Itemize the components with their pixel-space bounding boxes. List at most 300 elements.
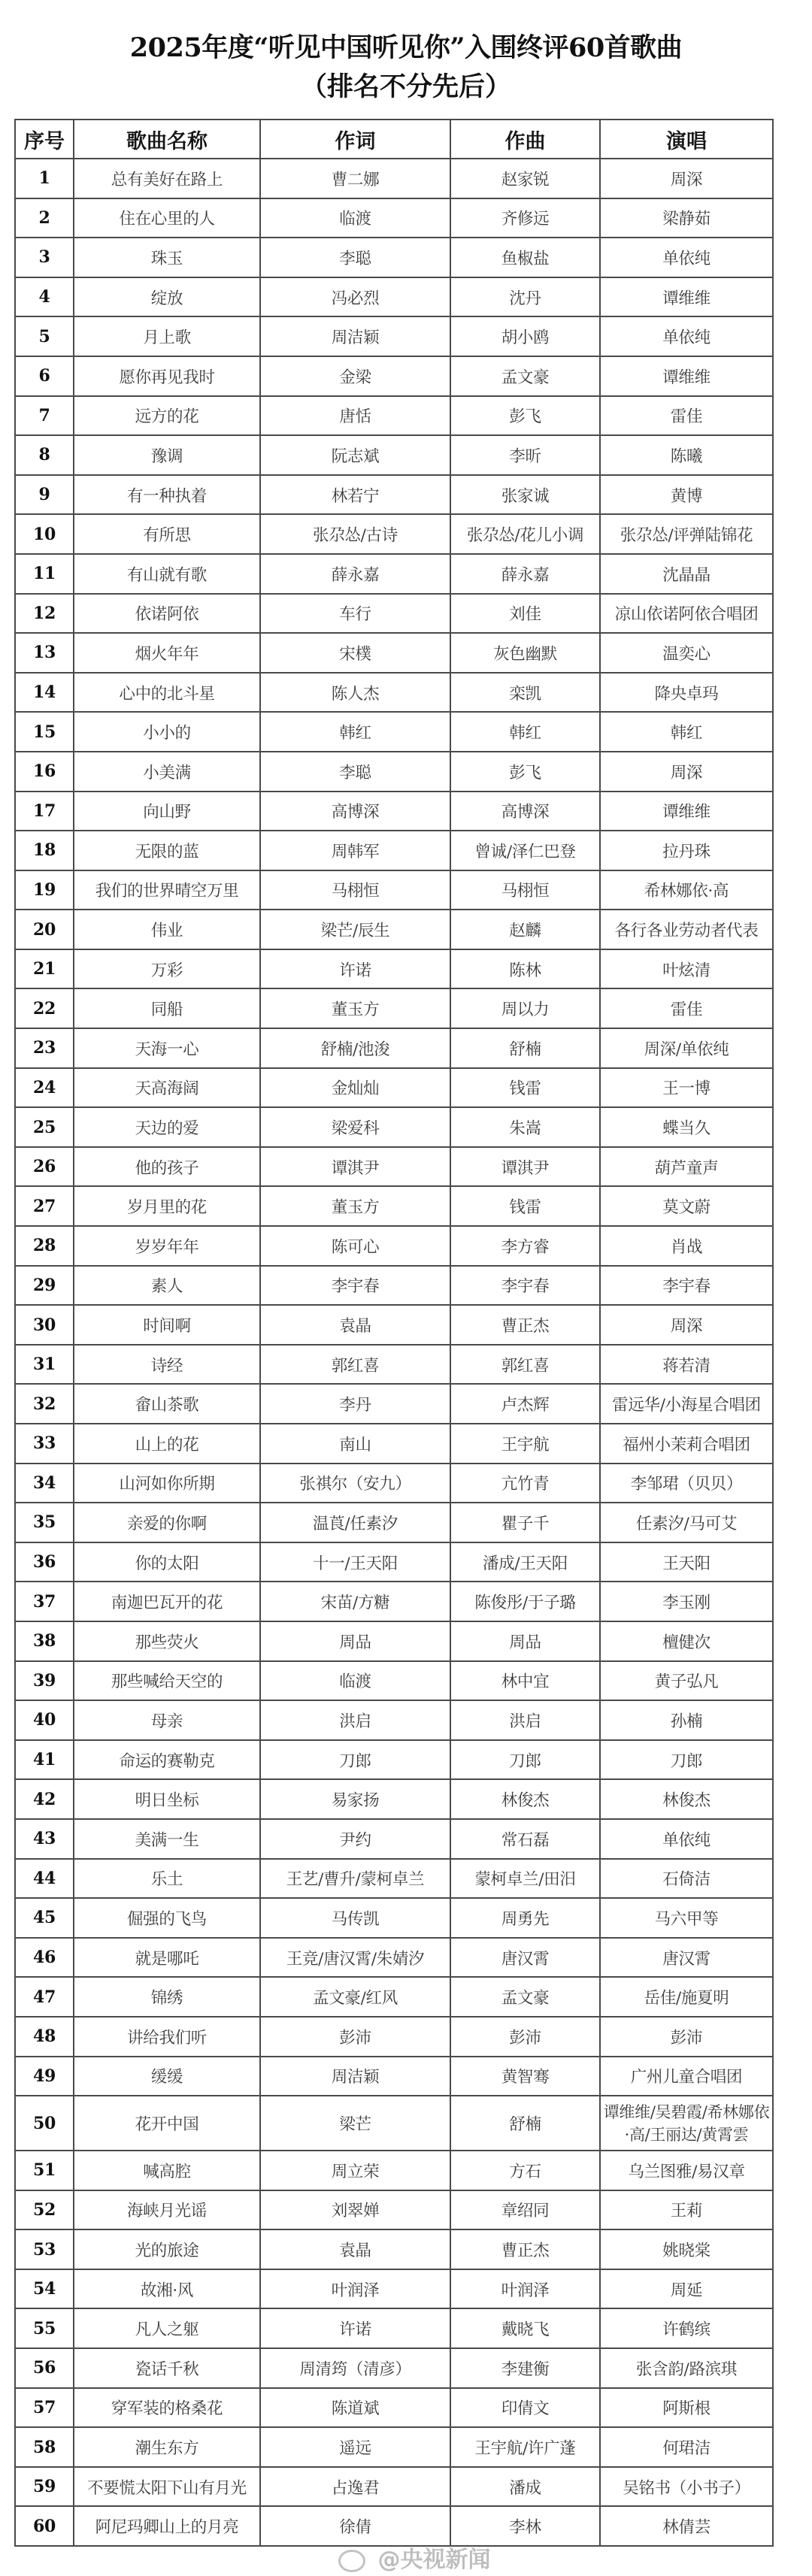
cell-song-title: 故湘·风 xyxy=(74,2269,260,2309)
cell-performer: 谭维维 xyxy=(600,277,773,317)
cell-lyricist: 车行 xyxy=(260,594,450,634)
cell-performer: 降央卓玛 xyxy=(600,673,773,713)
cell-composer: 赵麟 xyxy=(450,910,600,949)
cell-number: 46 xyxy=(15,1938,74,1978)
cell-performer: 广州儿童合唱团 xyxy=(600,2057,773,2096)
cell-song-title: 命运的赛勒克 xyxy=(74,1740,260,1780)
table-row xyxy=(15,1621,773,1661)
cell-song-title: 不要慌太阳下山有月光 xyxy=(74,2467,260,2507)
cell-composer: 瞿子千 xyxy=(450,1503,600,1542)
cell-lyricist: 金灿灿 xyxy=(260,1068,450,1108)
cell-performer: 何珺洁 xyxy=(600,2427,773,2467)
cell-number: 48 xyxy=(15,2017,74,2057)
cell-lyricist: 曹二娜 xyxy=(260,159,450,198)
table-row xyxy=(15,1977,773,2017)
cell-performer: 温奕心 xyxy=(600,633,773,673)
cell-number: 40 xyxy=(15,1700,74,1740)
cell-lyricist: 周立荣 xyxy=(260,2151,450,2190)
column-header-number: 序号 xyxy=(15,120,74,159)
cell-number: 53 xyxy=(15,2229,74,2269)
cell-composer: 潘成/王天阳 xyxy=(450,1542,600,1582)
cell-performer: 蒋若清 xyxy=(600,1345,773,1385)
cell-number: 49 xyxy=(15,2057,74,2096)
cell-song-title: 锦绣 xyxy=(74,1977,260,2017)
cell-lyricist: 董玉方 xyxy=(260,1186,450,1226)
cell-song-title: 豫调 xyxy=(74,435,260,475)
cell-performer: 张含韵/路滨琪 xyxy=(600,2348,773,2388)
cell-performer: 唐汉霄 xyxy=(600,1938,773,1978)
cell-lyricist: 周洁颖 xyxy=(260,316,450,356)
table-row xyxy=(15,1305,773,1345)
cell-performer: 雷远华/小海星合唱团 xyxy=(600,1384,773,1424)
cell-song-title: 潮生东方 xyxy=(74,2427,260,2467)
cell-composer: 叶润泽 xyxy=(450,2269,600,2309)
cell-composer: 薛永嘉 xyxy=(450,554,600,594)
cell-number: 28 xyxy=(15,1226,74,1266)
cell-number: 50 xyxy=(15,2096,74,2151)
cell-song-title: 万彩 xyxy=(74,949,260,989)
cell-lyricist: 郭红喜 xyxy=(260,1345,450,1385)
cell-lyricist: 温莨/任素汐 xyxy=(260,1503,450,1542)
cell-performer: 周深/单依纯 xyxy=(600,1028,773,1068)
cell-number: 12 xyxy=(15,594,74,634)
cell-number: 31 xyxy=(15,1345,74,1385)
cell-performer: 黄子弘凡 xyxy=(600,1661,773,1701)
cell-song-title: 乐土 xyxy=(74,1859,260,1899)
table-row xyxy=(15,2229,773,2269)
cell-performer: 刀郎 xyxy=(600,1740,773,1780)
cell-performer: 希林娜依·高 xyxy=(600,870,773,910)
table-row xyxy=(15,1740,773,1780)
cell-composer: 章绍同 xyxy=(450,2190,600,2230)
cell-song-title: 穿军装的格桑花 xyxy=(74,2388,260,2428)
cell-performer: 单依纯 xyxy=(600,316,773,356)
cell-composer: 卢杰辉 xyxy=(450,1384,600,1424)
cell-composer: 彭飞 xyxy=(450,752,600,792)
cell-number: 26 xyxy=(15,1147,74,1187)
cell-number: 55 xyxy=(15,2308,74,2348)
cell-performer: 马六甲等 xyxy=(600,1898,773,1938)
cell-song-title: 海峡月光谣 xyxy=(74,2190,260,2230)
cell-lyricist: 许诺 xyxy=(260,2308,450,2348)
cell-performer: 彭沛 xyxy=(600,2017,773,2057)
cell-lyricist: 李聪 xyxy=(260,752,450,792)
cell-performer: 各行各业劳动者代表 xyxy=(600,910,773,949)
table-row xyxy=(15,594,773,634)
cell-composer: 钱雷 xyxy=(450,1186,600,1226)
table-row xyxy=(15,752,773,792)
cell-performer: 任素汐/马可艾 xyxy=(600,1503,773,1542)
cell-composer: 林俊杰 xyxy=(450,1779,600,1819)
table-row xyxy=(15,1384,773,1424)
cell-song-title: 远方的花 xyxy=(74,396,260,436)
table-row xyxy=(15,1859,773,1899)
cell-composer: 彭沛 xyxy=(450,2017,600,2057)
cell-song-title: 总有美好在路上 xyxy=(74,159,260,198)
table-row xyxy=(15,2151,773,2190)
cell-composer: 灰色幽默 xyxy=(450,633,600,673)
cell-song-title: 美满一生 xyxy=(74,1819,260,1859)
cell-lyricist: 林若宁 xyxy=(260,475,450,515)
page-title: 2025年度“听见中国听见你”入围终评60首歌曲 xyxy=(129,32,683,63)
table-row xyxy=(15,1226,773,1266)
cell-song-title: 明日坐标 xyxy=(74,1779,260,1819)
cell-number: 38 xyxy=(15,1621,74,1661)
cell-performer: 李邹珺（贝贝） xyxy=(600,1464,773,1503)
cell-composer: 常石磊 xyxy=(450,1819,600,1859)
cell-performer: 岳佳/施夏明 xyxy=(600,1977,773,2017)
cell-lyricist: 占逸君 xyxy=(260,2467,450,2507)
cell-composer: 胡小鸥 xyxy=(450,316,600,356)
cell-number: 10 xyxy=(15,514,74,554)
table-row xyxy=(15,792,773,831)
cell-composer: 王宇航 xyxy=(450,1424,600,1464)
cell-number: 23 xyxy=(15,1028,74,1068)
table-row xyxy=(15,1068,773,1108)
cell-performer: 莫文蔚 xyxy=(600,1186,773,1226)
cell-lyricist: 谭淇尹 xyxy=(260,1147,450,1187)
cell-composer: 赵家锐 xyxy=(450,159,600,198)
cell-number: 14 xyxy=(15,673,74,713)
cell-number: 35 xyxy=(15,1503,74,1542)
cell-lyricist: 周清筠（清彦） xyxy=(260,2348,450,2388)
cell-performer: 葫芦童声 xyxy=(600,1147,773,1187)
cell-performer: 梁静茹 xyxy=(600,198,773,238)
table-row xyxy=(15,2017,773,2057)
cell-song-title: 我们的世界晴空万里 xyxy=(74,870,260,910)
cell-composer: 周勇先 xyxy=(450,1898,600,1938)
cell-performer: 林俊杰 xyxy=(600,1779,773,1819)
cell-song-title: 小小的 xyxy=(74,712,260,752)
cell-lyricist: 陈人杰 xyxy=(260,673,450,713)
cell-number: 29 xyxy=(15,1266,74,1306)
cell-number: 32 xyxy=(15,1384,74,1424)
cell-composer: 马栩恒 xyxy=(450,870,600,910)
cell-performer: 张尕怂/评弹陆锦花 xyxy=(600,514,773,554)
cell-song-title: 依诺阿依 xyxy=(74,594,260,634)
cell-composer: 郭红喜 xyxy=(450,1345,600,1385)
cell-composer: 张家诚 xyxy=(450,475,600,515)
cell-lyricist: 陈道斌 xyxy=(260,2388,450,2428)
table-row xyxy=(15,1464,773,1503)
table-row xyxy=(15,316,773,356)
cell-performer: 单依纯 xyxy=(600,238,773,277)
cell-song-title: 喊高腔 xyxy=(74,2151,260,2190)
cell-number: 1 xyxy=(15,159,74,198)
cell-number: 27 xyxy=(15,1186,74,1226)
cell-number: 36 xyxy=(15,1542,74,1582)
cell-number: 3 xyxy=(15,238,74,277)
cell-number: 8 xyxy=(15,435,74,475)
weibo-icon xyxy=(338,2550,365,2572)
cell-lyricist: 李丹 xyxy=(260,1384,450,1424)
cell-song-title: 天海一心 xyxy=(74,1028,260,1068)
cell-lyricist: 十一/王天阳 xyxy=(260,1542,450,1582)
cell-song-title: 向山野 xyxy=(74,792,260,831)
cell-composer: 洪启 xyxy=(450,1700,600,1740)
cell-composer: 鱼椒盐 xyxy=(450,238,600,277)
cell-performer: 周延 xyxy=(600,2269,773,2309)
cell-composer: 周以力 xyxy=(450,988,600,1028)
cell-song-title: 你的太阳 xyxy=(74,1542,260,1582)
cell-lyricist: 韩红 xyxy=(260,712,450,752)
cell-number: 44 xyxy=(15,1859,74,1899)
table-row xyxy=(15,831,773,870)
table-row xyxy=(15,277,773,317)
table-row xyxy=(15,1661,773,1701)
cell-song-title: 阿尼玛卿山上的月亮 xyxy=(74,2506,260,2546)
cell-number: 2 xyxy=(15,198,74,238)
cell-number: 41 xyxy=(15,1740,74,1780)
table-row xyxy=(15,2348,773,2388)
cell-composer: 彭飞 xyxy=(450,396,600,436)
table-row xyxy=(15,2388,773,2428)
table-row xyxy=(15,238,773,277)
table-row xyxy=(15,1503,773,1542)
cell-number: 24 xyxy=(15,1068,74,1108)
table-row xyxy=(15,2057,773,2096)
table-row xyxy=(15,396,773,436)
cell-song-title: 畲山茶歌 xyxy=(74,1384,260,1424)
table-row xyxy=(15,1266,773,1306)
cell-lyricist: 唐恬 xyxy=(260,396,450,436)
cell-composer: 潘成 xyxy=(450,2467,600,2507)
song-table-body xyxy=(15,159,773,2546)
cell-lyricist: 周洁颖 xyxy=(260,2057,450,2096)
cell-lyricist: 叶润泽 xyxy=(260,2269,450,2309)
column-header-lyricist: 作词 xyxy=(260,120,450,159)
table-row xyxy=(15,1107,773,1147)
table-row xyxy=(15,673,773,713)
cell-number: 51 xyxy=(15,2151,74,2190)
cell-composer: 舒楠 xyxy=(450,2096,600,2151)
cell-number: 18 xyxy=(15,831,74,870)
cell-lyricist: 刘翠婵 xyxy=(260,2190,450,2230)
cell-lyricist: 南山 xyxy=(260,1424,450,1464)
cell-lyricist: 马传凯 xyxy=(260,1898,450,1938)
cell-number: 21 xyxy=(15,949,74,989)
cell-song-title: 就是哪吒 xyxy=(74,1938,260,1978)
cell-lyricist: 遥远 xyxy=(260,2427,450,2467)
cell-song-title: 绽放 xyxy=(74,277,260,317)
cell-lyricist: 高博深 xyxy=(260,792,450,831)
cell-number: 34 xyxy=(15,1464,74,1503)
cell-lyricist: 李聪 xyxy=(260,238,450,277)
table-row xyxy=(15,988,773,1028)
cell-performer: 雷佳 xyxy=(600,396,773,436)
table-row xyxy=(15,2427,773,2467)
cell-lyricist: 袁晶 xyxy=(260,1305,450,1345)
cell-number: 20 xyxy=(15,910,74,949)
cell-performer: 雷佳 xyxy=(600,988,773,1028)
cell-composer: 沈丹 xyxy=(450,277,600,317)
cell-composer: 齐修远 xyxy=(450,198,600,238)
cell-song-title: 他的孩子 xyxy=(74,1147,260,1187)
cell-composer: 李方睿 xyxy=(450,1226,600,1266)
cell-number: 11 xyxy=(15,554,74,594)
cell-song-title: 同船 xyxy=(74,988,260,1028)
cell-performer: 周深 xyxy=(600,752,773,792)
cell-composer: 亢竹青 xyxy=(450,1464,600,1503)
cell-song-title: 有一种执着 xyxy=(74,475,260,515)
cell-performer: 谭维维/吴碧霞/希林娜依·高/王丽达/黄霄雲 xyxy=(600,2096,773,2151)
table-header-row xyxy=(15,120,773,159)
cell-composer: 孟文豪 xyxy=(450,356,600,396)
cell-number: 19 xyxy=(15,870,74,910)
cell-number: 42 xyxy=(15,1779,74,1819)
cell-performer: 姚晓棠 xyxy=(600,2229,773,2269)
cell-lyricist: 张祺尔（安九） xyxy=(260,1464,450,1503)
cell-lyricist: 易家扬 xyxy=(260,1779,450,1819)
cell-song-title: 有山就有歌 xyxy=(74,554,260,594)
cell-number: 58 xyxy=(15,2427,74,2467)
table-row xyxy=(15,1147,773,1187)
cell-lyricist: 孟文豪/红风 xyxy=(260,1977,450,2017)
cell-composer: 李建衡 xyxy=(450,2348,600,2388)
table-row xyxy=(15,2190,773,2230)
cell-composer: 高博深 xyxy=(450,792,600,831)
cell-number: 59 xyxy=(15,2467,74,2507)
cell-number: 54 xyxy=(15,2269,74,2309)
cell-song-title: 月上歌 xyxy=(74,316,260,356)
cell-lyricist: 梁芒 xyxy=(260,2096,450,2151)
cell-composer: 蒙柯卓兰/田汨 xyxy=(450,1859,600,1899)
cell-song-title: 那些荧火 xyxy=(74,1621,260,1661)
watermark xyxy=(338,2541,490,2574)
cell-composer: 陈林 xyxy=(450,949,600,989)
cell-lyricist: 临渡 xyxy=(260,1661,450,1701)
table-row xyxy=(15,1345,773,1385)
cell-lyricist: 董玉方 xyxy=(260,988,450,1028)
cell-performer: 乌兰图雅/易汉章 xyxy=(600,2151,773,2190)
cell-composer: 谭淇尹 xyxy=(450,1147,600,1187)
column-header-composer: 作曲 xyxy=(450,120,600,159)
table-row xyxy=(15,356,773,396)
cell-performer: 韩红 xyxy=(600,712,773,752)
table-row xyxy=(15,1424,773,1464)
cell-song-title: 岁岁年年 xyxy=(74,1226,260,1266)
cell-performer: 周深 xyxy=(600,159,773,198)
cell-number: 39 xyxy=(15,1661,74,1701)
cell-performer: 阿斯根 xyxy=(600,2388,773,2428)
cell-song-title: 心中的北斗星 xyxy=(74,673,260,713)
cell-composer: 周品 xyxy=(450,1621,600,1661)
cell-number: 16 xyxy=(15,752,74,792)
cell-number: 37 xyxy=(15,1582,74,1621)
cell-lyricist: 王艺/曹升/蒙柯卓兰 xyxy=(260,1859,450,1899)
cell-song-title: 愿你再见我时 xyxy=(74,356,260,396)
table-row xyxy=(15,870,773,910)
cell-song-title: 母亲 xyxy=(74,1700,260,1740)
cell-lyricist: 袁晶 xyxy=(260,2229,450,2269)
cell-song-title: 花开中国 xyxy=(74,2096,260,2151)
cell-composer: 唐汉霄 xyxy=(450,1938,600,1978)
table-row xyxy=(15,2308,773,2348)
cell-performer: 凉山依诺阿依合唱团 xyxy=(600,594,773,634)
cell-composer: 李宇春 xyxy=(450,1266,600,1306)
cell-song-title: 住在心里的人 xyxy=(74,198,260,238)
table-row xyxy=(15,712,773,752)
cell-number: 47 xyxy=(15,1977,74,2017)
table-row xyxy=(15,2096,773,2151)
cell-number: 25 xyxy=(15,1107,74,1147)
table-row xyxy=(15,1582,773,1621)
cell-number: 9 xyxy=(15,475,74,515)
cell-performer: 李玉刚 xyxy=(600,1582,773,1621)
cell-number: 45 xyxy=(15,1898,74,1938)
table-row xyxy=(15,514,773,554)
cell-lyricist: 许诺 xyxy=(260,949,450,989)
table-row xyxy=(15,910,773,949)
cell-lyricist: 洪启 xyxy=(260,1700,450,1740)
cell-lyricist: 临渡 xyxy=(260,198,450,238)
cell-lyricist: 冯必烈 xyxy=(260,277,450,317)
cell-number: 4 xyxy=(15,277,74,317)
cell-lyricist: 宋樸 xyxy=(260,633,450,673)
cell-song-title: 南迦巴瓦开的花 xyxy=(74,1582,260,1621)
cell-performer: 陈曦 xyxy=(600,435,773,475)
cell-composer: 朱嵩 xyxy=(450,1107,600,1147)
cell-number: 33 xyxy=(15,1424,74,1464)
cell-performer: 林倩芸 xyxy=(600,2506,773,2546)
table-row xyxy=(15,435,773,475)
cell-song-title: 素人 xyxy=(74,1266,260,1306)
table-row xyxy=(15,949,773,989)
cell-song-title: 山河如你所期 xyxy=(74,1464,260,1503)
cell-number: 22 xyxy=(15,988,74,1028)
cell-lyricist: 梁爱科 xyxy=(260,1107,450,1147)
cell-performer: 谭维维 xyxy=(600,356,773,396)
cell-number: 15 xyxy=(15,712,74,752)
column-header-performer: 演唱 xyxy=(600,120,773,159)
cell-song-title: 那些喊给天空的 xyxy=(74,1661,260,1701)
cell-performer: 沈晶晶 xyxy=(600,554,773,594)
table-row xyxy=(15,554,773,594)
cell-composer: 曾诚/泽仁巴登 xyxy=(450,831,600,870)
cell-lyricist: 张尕怂/古诗 xyxy=(260,514,450,554)
cell-performer: 谭维维 xyxy=(600,792,773,831)
column-header-song-title: 歌曲名称 xyxy=(74,120,260,159)
cell-song-title: 无限的蓝 xyxy=(74,831,260,870)
cell-lyricist: 刀郎 xyxy=(260,1740,450,1780)
cell-performer: 王莉 xyxy=(600,2190,773,2230)
cell-lyricist: 王竞/唐汉霄/朱婧汐 xyxy=(260,1938,450,1978)
cell-composer: 刘佳 xyxy=(450,594,600,634)
cell-composer: 戴晓飞 xyxy=(450,2308,600,2348)
cell-song-title: 伟业 xyxy=(74,910,260,949)
cell-performer: 肖战 xyxy=(600,1226,773,1266)
cell-lyricist: 周品 xyxy=(260,1621,450,1661)
song-table xyxy=(14,119,774,2547)
cell-composer: 印倩文 xyxy=(450,2388,600,2428)
cell-composer: 钱雷 xyxy=(450,1068,600,1108)
cell-composer: 方石 xyxy=(450,2151,600,2190)
cell-composer: 刀郎 xyxy=(450,1740,600,1780)
cell-performer: 黄博 xyxy=(600,475,773,515)
cell-performer: 李宇春 xyxy=(600,1266,773,1306)
cell-performer: 单依纯 xyxy=(600,1819,773,1859)
table-row xyxy=(15,1898,773,1938)
cell-composer: 韩红 xyxy=(450,712,600,752)
table-row xyxy=(15,198,773,238)
cell-number: 6 xyxy=(15,356,74,396)
table-row xyxy=(15,1938,773,1978)
cell-composer: 李昕 xyxy=(450,435,600,475)
cell-song-title: 光的旅途 xyxy=(74,2229,260,2269)
cell-number: 13 xyxy=(15,633,74,673)
table-row xyxy=(15,2467,773,2507)
cell-song-title: 岁月里的花 xyxy=(74,1186,260,1226)
